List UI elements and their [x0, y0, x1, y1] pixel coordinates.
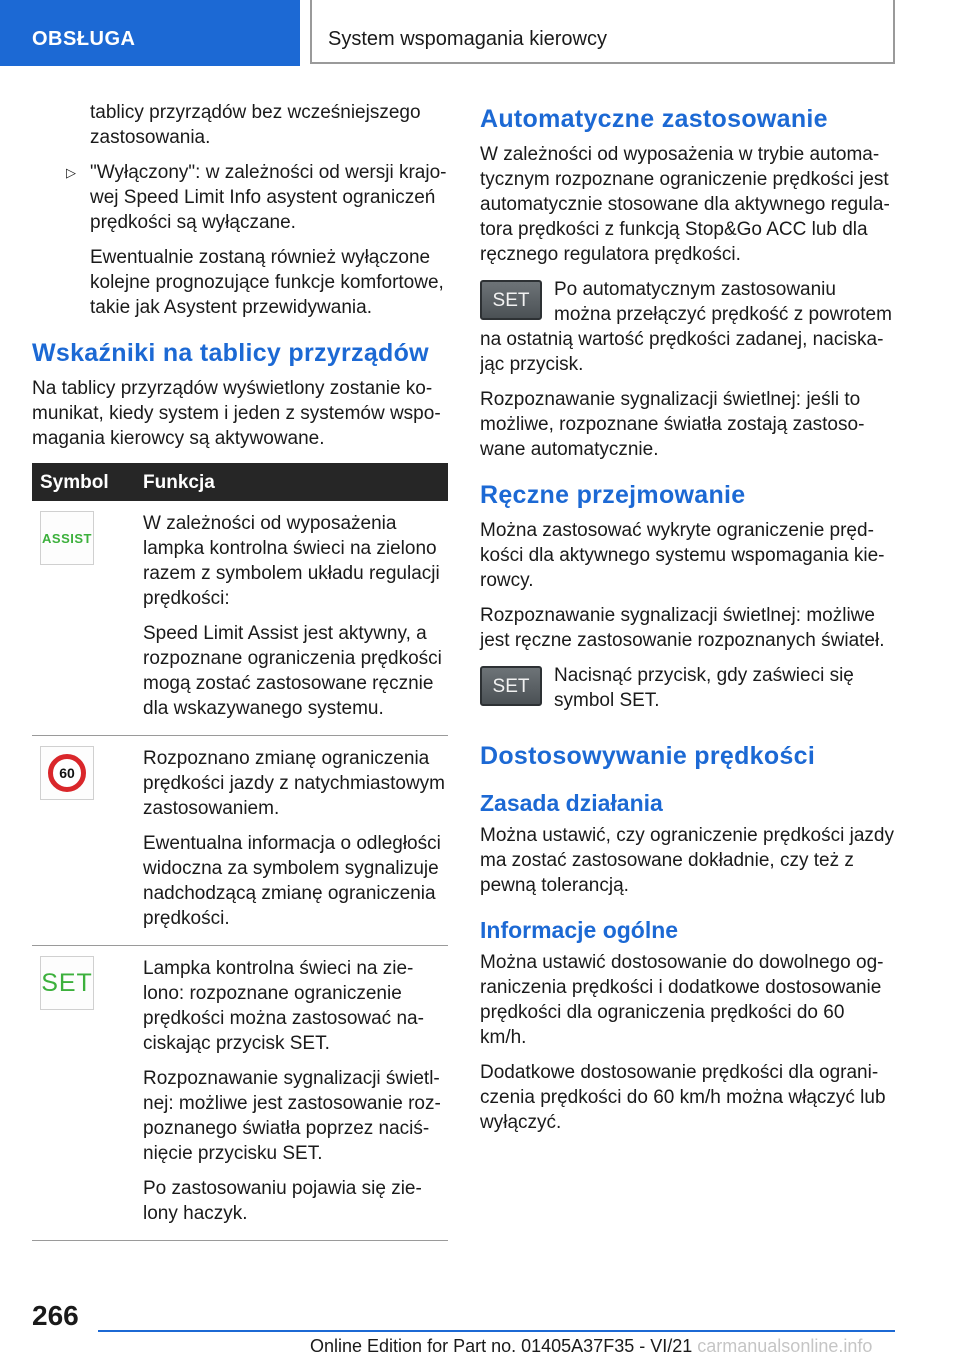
manual-heading: Ręczne przejmowanie	[480, 481, 746, 509]
indicators-heading: Wskaźniki na tablicy przyrządów	[32, 339, 429, 367]
function-cell	[143, 746, 448, 941]
column-header-symbol: Symbol	[40, 471, 109, 493]
set-button-note-text: Nacisnąć przycisk, gdy zaświeci się symbol SET.	[554, 665, 854, 711]
traffic-light-auto-text: Rozpoznawanie sygnalizacji świetlnej: jeśli to możliwe, rozpoznane światła zostają zastosowane automatycznie.	[480, 389, 865, 460]
function-cell	[143, 511, 448, 731]
function-text: Po zastosowaniu pojawia się zielony haczyk.	[143, 1178, 422, 1224]
left-column	[32, 100, 448, 1241]
speed-limit-value: 60	[59, 764, 75, 781]
symbol-cell	[32, 956, 143, 1236]
indicators-intro: Na tablicy przyrządów wyświetlony zostanie komunikat, kiedy system i jeden z systemów wspomagania kierowcy są aktywowane.	[32, 378, 441, 449]
watermark: carmanualsonline.info	[697, 1336, 873, 1356]
set-button-note-text: Po automatycznym zastosowaniu można przełączyć prędkość z powrotem na ostatnią wartość prędkości zadanej, naciskając przycisk.	[480, 279, 892, 375]
set-button-icon	[480, 666, 542, 706]
bullet-text: "Wyłączony": w zależności od wersji krajowej Speed Limit Info asystent ograniczeń prędkości są wyłączane.	[90, 162, 447, 233]
speed-limit-sign	[48, 754, 86, 792]
column-header-function: Funkcja	[143, 471, 215, 493]
function-text: W zależności od wyposażenia lampka kontrolna świeci na zielono razem z symbolem układu regulacji prędkości:	[143, 513, 440, 609]
table-row	[32, 736, 448, 946]
footer-edition	[310, 1336, 895, 1357]
indicator-table	[32, 463, 448, 1241]
general-info-heading: Informacje ogólne	[480, 917, 679, 943]
continued-text: tablicy przyrządów bez wcześniejszego zastosowania.	[90, 102, 421, 148]
symbol-cell	[32, 511, 143, 731]
bullet-item	[32, 160, 448, 235]
function-text: Rozpoznano zmianę ograniczenia prędkości jazdy z natychmiastowym zastosowaniem.	[143, 748, 445, 819]
function-text: Lampka kontrolna świeci na zielono: rozpoznane ograniczenie prędkości można zastosować naciskając przycisk SET.	[143, 958, 424, 1054]
manual-text: Można zastosować wykryte ograniczenie prędkości dla aktywnego systemu wspomagania kierowcy.	[480, 520, 885, 591]
bullet-followup: Ewentualnie zostaną również wyłączone kolejne prognozujące funkcje komfortowe, takie jak Asystent przewidywania.	[90, 247, 444, 318]
set-button-label: SET	[492, 289, 530, 311]
table-row	[32, 501, 448, 736]
set-button-note	[480, 663, 895, 713]
footer-divider	[98, 1330, 895, 1332]
page-number: 266	[32, 1300, 79, 1331]
general-info-text: Można ustawić dostosowanie do dowolnego ograniczenia prędkości i dodatkowe dostosowanie prędkości dla ograniczenia prędkości do 60 km/h.	[480, 952, 884, 1048]
adjust-speed-heading: Dostosowywanie prędkości	[480, 742, 816, 770]
assist-indicator-label: ASSIST	[42, 530, 92, 546]
function-text: Speed Limit Assist jest aktywny, a rozpoznane ograniczenia prędkości mogą zostać zastosowane ręcznie dla wskazywanego systemu.	[143, 623, 442, 719]
general-info-text: Dodatkowe dostosowanie prędkości dla ograniczenia prędkości do 60 km/h można włączyć lub wyłączyć.	[480, 1062, 886, 1133]
speed-limit-sign-icon	[40, 746, 94, 800]
symbol-cell	[32, 746, 143, 941]
chapter-title: System wspomagania kierowcy	[310, 0, 895, 64]
manual-traffic-light-text: Rozpoznawanie sygnalizacji świetlnej: możliwe jest ręczne zastosowanie rozpoznanych świateł.	[480, 605, 885, 651]
assist-indicator-icon	[40, 511, 94, 565]
triangle-bullet-icon: ▷	[66, 165, 76, 180]
table-row	[32, 946, 448, 1241]
principle-text: Można ustawić, czy ograniczenie prędkości jazdy ma zostać zastosowane dokładnie, czy też z pewną tolerancją.	[480, 825, 894, 896]
function-cell	[143, 956, 448, 1236]
auto-apply-text: W zależności od wyposażenia w trybie automatycznym rozpoznane ograniczenie prędkości jest automatycznie stosowane dla aktywnego regulatora prędkości z funkcją Stop&Go ACC lub dla ręcznego regulatora prędkości.	[480, 144, 890, 265]
principle-heading: Zasada działania	[480, 790, 663, 816]
set-button-icon	[480, 280, 542, 320]
edition-text: Online Edition for Part no. 01405A37F35 - VI/21	[310, 1336, 693, 1356]
right-column	[480, 100, 895, 1145]
set-indicator-icon	[40, 956, 94, 1010]
set-button-label: SET	[492, 675, 530, 697]
set-indicator-label: SET	[41, 968, 93, 997]
function-text: Rozpoznawanie sygnalizacji świetlnej: możliwe jest zastosowanie rozpoznanego światła poprzez naciśnięcie przycisku SET.	[143, 1068, 441, 1164]
section-tab: OBSŁUGA	[0, 0, 300, 66]
set-button-note	[480, 277, 895, 377]
table-header	[32, 463, 448, 501]
function-text: Ewentualna informacja o odległości widoczna za symbolem sygnalizuje nadchodzącą zmianę ograniczenia prędkości.	[143, 833, 441, 929]
auto-apply-heading: Automatyczne zastosowanie	[480, 105, 828, 133]
